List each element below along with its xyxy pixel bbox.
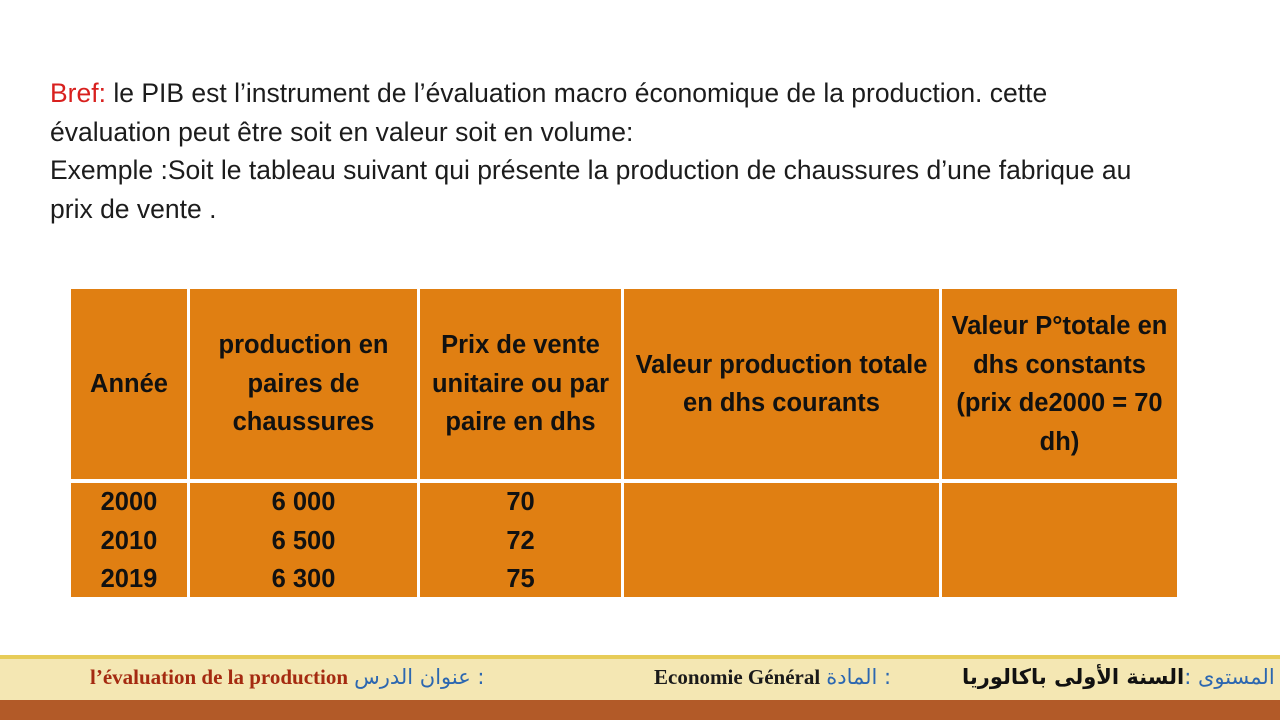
- intro-line-2: évaluation peut être soit en valeur soit en volume:: [50, 116, 634, 147]
- column-prix: [420, 483, 621, 597]
- footer-lesson: [90, 660, 485, 694]
- prix-2000: 70: [506, 488, 535, 516]
- column-valeur-constants: [942, 483, 1177, 597]
- lesson-title: l’évaluation de la production: [90, 664, 349, 689]
- grid-divider: [621, 289, 624, 597]
- lesson-label: : عنوان الدرس: [354, 665, 485, 689]
- header-valeur-courants: Valeur production totale en dhs courants: [624, 289, 939, 479]
- header-annee: Année: [71, 289, 187, 479]
- header-prix: Prix de vente unitaire ou par paire en dhs: [420, 289, 621, 479]
- production-2010: 6 500: [271, 526, 336, 555]
- footer-bottom-strip: [0, 700, 1280, 720]
- subject-label: : المادة: [826, 665, 892, 689]
- column-valeur-courants: [624, 483, 939, 597]
- grid-divider: [71, 479, 1177, 483]
- header-production: production en paires de chaussures: [190, 289, 417, 479]
- header-valeur-constants: Valeur P°totale en dhs constants (prix de2000 = 70 dh): [942, 289, 1177, 479]
- subject-value: Economie Général: [654, 664, 821, 689]
- production-2019: 6 300: [271, 565, 336, 593]
- annee-2000: 2000: [100, 488, 158, 516]
- footer-subject: [654, 660, 891, 694]
- level-label: المستوى :: [1184, 665, 1275, 689]
- intro-line-1-text: le PIB est l’instrument de l’évaluation macro économique de la production. cette: [105, 78, 1048, 108]
- column-annee: [71, 483, 187, 597]
- intro-text: [50, 74, 1260, 228]
- footer-level: [962, 660, 1275, 694]
- level-value: السنة الأولى باكالوريا: [962, 665, 1185, 689]
- prix-2019: 75: [506, 565, 535, 593]
- bref-label: Bref:: [50, 78, 106, 108]
- prix-2010: 72: [506, 526, 535, 555]
- annee-2010: 2010: [100, 526, 158, 555]
- grid-divider: [417, 289, 420, 597]
- intro-line-1: [50, 74, 1260, 113]
- annee-2019: 2019: [100, 565, 158, 593]
- intro-line-3: Exemple :Soit le tableau suivant qui présente la production de chaussures d’une fabrique au: [50, 155, 1132, 185]
- intro-line-4: prix de vente .: [50, 193, 217, 224]
- grid-divider: [939, 289, 942, 597]
- production-2000: 6 000: [271, 488, 336, 516]
- column-production: [190, 483, 417, 597]
- production-table: [71, 289, 1177, 597]
- grid-divider: [187, 289, 190, 597]
